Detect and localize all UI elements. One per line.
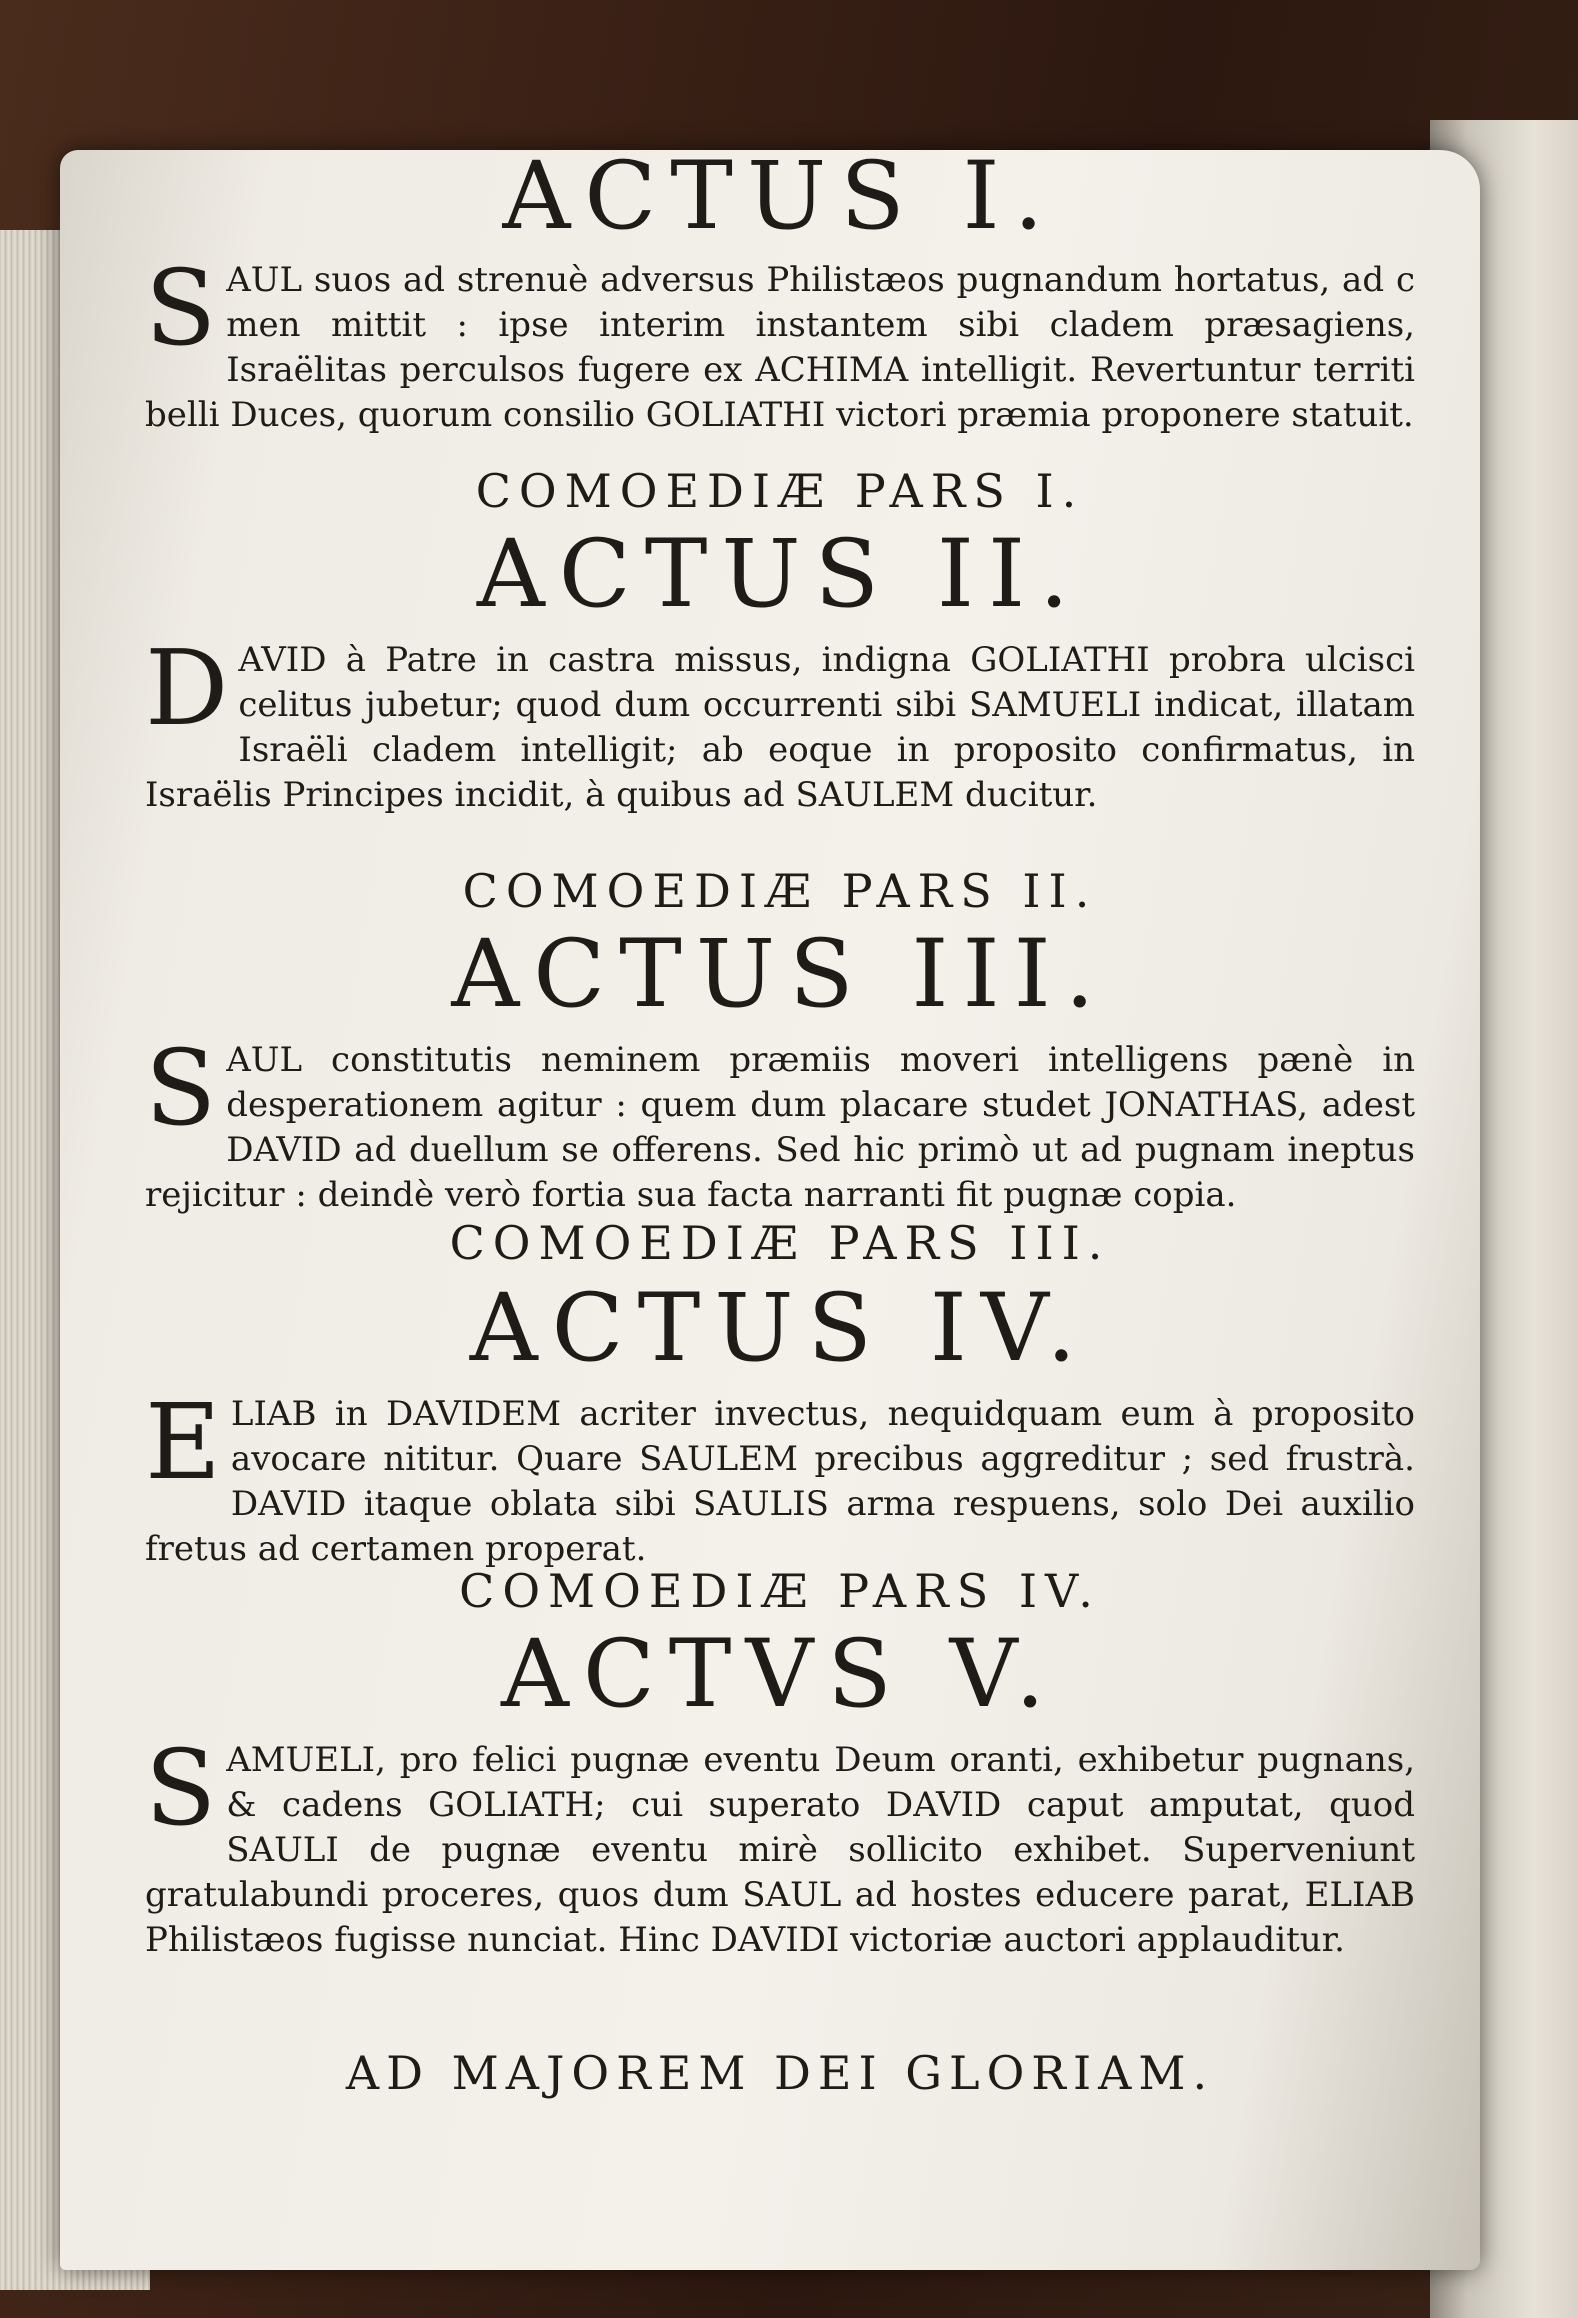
act-heading: ACTUS IV. [469,1274,1091,1383]
act-3-pars [145,1216,1415,1270]
act-summary: SAUL suos ad strenuè adversus Philistæos pugnandum hortatus, ad c men mittit : ipse interim instantem sibi cladem præsagiens, Israëlitas perculsos fugere ex ACHIMA intelligit. Revertuntur territi belli Duces, quorum consilio GOLIATHI victori præmia proponere statuit. [145,247,1415,435]
act-2-pars [145,864,1415,918]
comoedia-pars-label: COMOEDIÆ PARS I. [475,464,1085,518]
act-summary: SAMUELI, pro felici pugnæ eventu Deum oranti, exhibetur pugnans, & cadens GOLIATH; cui superato DAVID caput amputat, quod SAULI de pugnæ eventu mirè sollicito exhibet. Superveniunt gratulabundi proceres, quos dum SAUL ad hostes educere parat, ELIAB Philistæos fugisse nunciat. Hinc DAVIDI victoriæ auctori applauditur. [145,1727,1415,1960]
page-content [145,142,1415,2150]
act-heading: ACTVS V. [501,1620,1059,1729]
act-1 [145,142,1415,438]
act-summary: ELIAB in DAVIDEM acriter invectus, nequidquam eum à proposito avocare nititur. Quare SAULEM precibus aggreditur ; sed frustrà. DAVID itaque oblata sibi SAULIS arma respuens, solo Dei auxilio fretus ad certamen properat. [145,1381,1415,1569]
closing-block [145,2046,1415,2100]
act-heading: ACTUS III. [451,920,1109,1029]
act-3 [145,920,1415,1218]
act-summary: SAUL constitutis neminem præmiis moveri intelligens pænè in desperationem agitur : quem dum placare studet JONATHAS, adest DAVID ad duellum se offerens. Sed hic primò ut ad pugnam ineptus rejicitur : deindè verò fortia sua facta narranti fit pugnæ copia. [145,1027,1415,1215]
closing-motto: AD MAJOREM DEI GLORIAM. [345,2046,1215,2100]
act-5 [145,1620,1415,1962]
act-2 [145,520,1415,818]
act-4 [145,1274,1415,1572]
comoedia-pars-label: COMOEDIÆ PARS III. [449,1216,1111,1270]
act-heading: ACTUS I. [502,142,1058,251]
act-heading: ACTUS II. [476,520,1084,629]
comoedia-pars-label: COMOEDIÆ PARS II. [462,864,1098,918]
comoedia-pars-label: COMOEDIÆ PARS IV. [459,1564,1101,1618]
act-1-pars [145,464,1415,518]
act-summary: DAVID à Patre in castra missus, indigna GOLIATHI probra ulcisci celitus jubetur; quod dum occurrenti sibi SAMUELI indicat, illatam Israëli cladem intelligit; ab eoque in proposito confirmatus, in Israëlis Principes incidit, à quibus ad SAULEM ducitur. [145,627,1415,815]
act-4-pars [145,1564,1415,1618]
